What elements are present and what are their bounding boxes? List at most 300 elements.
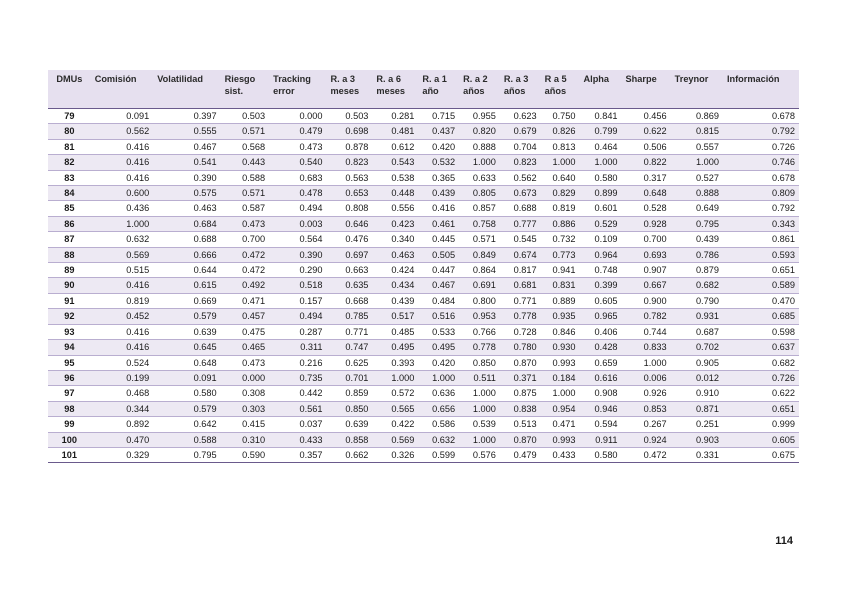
value-cell: 0.875 <box>500 386 541 401</box>
value-cell: 0.529 <box>580 216 622 231</box>
value-cell: 0.416 <box>91 324 154 339</box>
value-cell: 0.539 <box>459 417 500 432</box>
value-cell: 0.580 <box>153 386 220 401</box>
table-row <box>48 340 799 355</box>
value-cell: 0.528 <box>622 201 671 216</box>
value-cell: 0.416 <box>418 201 459 216</box>
value-cell: 0.954 <box>541 401 580 416</box>
value-cell: 0.799 <box>580 124 622 139</box>
value-cell: 0.744 <box>622 324 671 339</box>
value-cell: 0.697 <box>327 247 373 262</box>
value-cell: 0.993 <box>541 355 580 370</box>
value-cell: 0.820 <box>459 124 500 139</box>
value-cell: 0.625 <box>327 355 373 370</box>
value-cell: 0.683 <box>269 170 326 185</box>
value-cell: 0.575 <box>153 186 220 201</box>
value-cell: 0.817 <box>500 263 541 278</box>
column-header-line2: meses <box>376 86 406 96</box>
value-cell: 1.000 <box>459 401 500 416</box>
value-cell: 0.571 <box>221 186 269 201</box>
value-cell: 0.853 <box>622 401 671 416</box>
value-cell: 0.287 <box>269 324 326 339</box>
value-cell: 0.540 <box>269 155 326 170</box>
value-cell: 0.955 <box>459 109 500 124</box>
value-cell: 0.746 <box>723 155 799 170</box>
value-cell: 0.792 <box>723 201 799 216</box>
value-cell: 0.478 <box>269 186 326 201</box>
value-cell: 0.886 <box>541 216 580 231</box>
value-cell: 0.598 <box>723 324 799 339</box>
value-cell: 0.870 <box>500 355 541 370</box>
value-cell: 0.428 <box>580 340 622 355</box>
dmu-cell: 92 <box>48 309 91 324</box>
value-cell: 0.831 <box>541 278 580 293</box>
column-header-line2: sist. <box>224 86 244 96</box>
column-header-line1: DMUs <box>56 74 83 84</box>
value-cell: 0.580 <box>580 170 622 185</box>
value-cell: 0.467 <box>153 139 220 154</box>
value-cell: 0.434 <box>372 278 418 293</box>
value-cell: 0.588 <box>221 170 269 185</box>
value-cell: 0.586 <box>418 417 459 432</box>
column-header <box>221 70 269 109</box>
value-cell: 0.637 <box>723 340 799 355</box>
value-cell: 0.622 <box>622 124 671 139</box>
value-cell: 0.439 <box>671 232 723 247</box>
column-header <box>269 70 326 109</box>
value-cell: 0.758 <box>459 216 500 231</box>
value-cell: 0.648 <box>622 186 671 201</box>
value-cell: 0.649 <box>671 201 723 216</box>
value-cell: 0.864 <box>459 263 500 278</box>
value-cell: 0.464 <box>580 139 622 154</box>
value-cell: 0.472 <box>622 447 671 462</box>
value-cell: 1.000 <box>372 370 418 385</box>
dmu-cell: 80 <box>48 124 91 139</box>
value-cell: 0.645 <box>153 340 220 355</box>
value-cell: 0.999 <box>723 417 799 432</box>
value-cell: 0.800 <box>459 293 500 308</box>
column-header-line1: R. a 3 <box>330 74 356 84</box>
value-cell: 0.587 <box>221 201 269 216</box>
value-cell: 0.601 <box>580 201 622 216</box>
column-header <box>153 70 220 109</box>
table-row <box>48 263 799 278</box>
value-cell: 0.199 <box>91 370 154 385</box>
value-cell: 0.495 <box>418 340 459 355</box>
value-cell: 0.778 <box>459 340 500 355</box>
value-cell: 0.642 <box>153 417 220 432</box>
dmu-cell: 90 <box>48 278 91 293</box>
value-cell: 0.481 <box>372 124 418 139</box>
column-header <box>723 70 799 109</box>
value-cell: 0.907 <box>622 263 671 278</box>
column-header-line2: años <box>503 86 526 96</box>
value-cell: 0.688 <box>500 201 541 216</box>
table-row <box>48 447 799 462</box>
table-row <box>48 186 799 201</box>
value-cell: 0.688 <box>153 232 220 247</box>
value-cell: 0.580 <box>580 447 622 462</box>
dmu-cell: 84 <box>48 186 91 201</box>
value-cell: 0.701 <box>327 370 373 385</box>
column-header-line1: Información <box>726 74 780 84</box>
table-row <box>48 355 799 370</box>
column-header-line1: Alpha <box>583 74 610 84</box>
value-cell: 0.472 <box>221 247 269 262</box>
value-cell: 1.000 <box>459 432 500 447</box>
column-header-line1: R. a 6 <box>376 74 401 84</box>
dmu-cell: 96 <box>48 370 91 385</box>
column-header <box>91 70 154 109</box>
value-cell: 0.424 <box>372 263 418 278</box>
value-cell: 0.911 <box>580 432 622 447</box>
value-cell: 0.946 <box>580 401 622 416</box>
value-cell: 0.390 <box>269 247 326 262</box>
value-cell: 0.565 <box>372 401 418 416</box>
value-cell: 0.632 <box>418 432 459 447</box>
value-cell: 0.216 <box>269 355 326 370</box>
value-cell: 0.684 <box>153 216 220 231</box>
value-cell: 0.700 <box>221 232 269 247</box>
value-cell: 0.479 <box>500 447 541 462</box>
value-cell: 0.340 <box>372 232 418 247</box>
value-cell: 0.859 <box>327 386 373 401</box>
value-cell: 0.251 <box>671 417 723 432</box>
table-row <box>48 232 799 247</box>
value-cell: 0.869 <box>671 109 723 124</box>
value-cell: 0.600 <box>91 186 154 201</box>
value-cell: 0.416 <box>91 170 154 185</box>
value-cell: 0.343 <box>723 216 799 231</box>
value-cell: 0.494 <box>269 309 326 324</box>
value-cell: 0.471 <box>541 417 580 432</box>
value-cell: 0.524 <box>91 355 154 370</box>
value-cell: 0.463 <box>153 201 220 216</box>
value-cell: 0.669 <box>153 293 220 308</box>
value-cell: 0.494 <box>269 201 326 216</box>
value-cell: 0.562 <box>91 124 154 139</box>
value-cell: 0.926 <box>622 386 671 401</box>
value-cell: 0.571 <box>459 232 500 247</box>
value-cell: 0.698 <box>327 124 373 139</box>
value-cell: 0.685 <box>723 309 799 324</box>
value-cell: 0.532 <box>418 155 459 170</box>
value-cell: 0.416 <box>91 278 154 293</box>
value-cell: 0.640 <box>541 170 580 185</box>
value-cell: 0.715 <box>418 109 459 124</box>
value-cell: 0.505 <box>418 247 459 262</box>
value-cell: 0.965 <box>580 309 622 324</box>
value-cell: 0.666 <box>153 247 220 262</box>
value-cell: 1.000 <box>91 216 154 231</box>
value-cell: 0.612 <box>372 139 418 154</box>
value-cell: 0.861 <box>723 232 799 247</box>
column-header-line2: años <box>544 86 567 96</box>
value-cell: 0.771 <box>500 293 541 308</box>
table-row <box>48 293 799 308</box>
value-cell: 0.357 <box>269 447 326 462</box>
value-cell: 0.833 <box>622 340 671 355</box>
value-cell: 0.495 <box>372 340 418 355</box>
value-cell: 0.826 <box>541 124 580 139</box>
value-cell: 1.000 <box>418 370 459 385</box>
value-cell: 0.572 <box>372 386 418 401</box>
value-cell: 0.516 <box>418 309 459 324</box>
column-header <box>48 70 91 109</box>
table-header <box>48 70 799 109</box>
value-cell: 0.687 <box>671 324 723 339</box>
value-cell: 0.555 <box>153 124 220 139</box>
value-cell: 0.433 <box>269 432 326 447</box>
value-cell: 1.000 <box>622 355 671 370</box>
value-cell: 0.678 <box>723 170 799 185</box>
column-header-line1: Comisión <box>94 74 137 84</box>
column-header <box>327 70 373 109</box>
value-cell: 0.037 <box>269 417 326 432</box>
value-cell: 0.308 <box>221 386 269 401</box>
dmu-cell: 101 <box>48 447 91 462</box>
value-cell: 0.750 <box>541 109 580 124</box>
value-cell: 0.006 <box>622 370 671 385</box>
table-row <box>48 417 799 432</box>
value-cell: 0.651 <box>723 263 799 278</box>
value-cell: 0.463 <box>372 247 418 262</box>
value-cell: 0.556 <box>372 201 418 216</box>
value-cell: 0.964 <box>580 247 622 262</box>
value-cell: 0.416 <box>91 155 154 170</box>
value-cell: 0.674 <box>500 247 541 262</box>
value-cell: 0.931 <box>671 309 723 324</box>
value-cell: 0.439 <box>418 186 459 201</box>
value-cell: 0.157 <box>269 293 326 308</box>
value-cell: 0.564 <box>269 232 326 247</box>
value-cell: 0.290 <box>269 263 326 278</box>
table-row <box>48 309 799 324</box>
value-cell: 0.888 <box>671 186 723 201</box>
value-cell: 0.436 <box>91 201 154 216</box>
value-cell: 0.511 <box>459 370 500 385</box>
value-cell: 0.782 <box>622 309 671 324</box>
table-row <box>48 216 799 231</box>
value-cell: 0.822 <box>622 155 671 170</box>
value-cell: 0.899 <box>580 186 622 201</box>
value-cell: 0.935 <box>541 309 580 324</box>
column-header <box>671 70 723 109</box>
value-cell: 0.303 <box>221 401 269 416</box>
value-cell: 0.735 <box>269 370 326 385</box>
value-cell: 0.773 <box>541 247 580 262</box>
value-cell: 0.667 <box>622 278 671 293</box>
value-cell: 0.416 <box>91 340 154 355</box>
value-cell: 0.656 <box>418 401 459 416</box>
value-cell: 0.857 <box>459 201 500 216</box>
value-cell: 0.808 <box>327 201 373 216</box>
value-cell: 0.910 <box>671 386 723 401</box>
value-cell: 0.579 <box>153 401 220 416</box>
value-cell: 0.878 <box>327 139 373 154</box>
value-cell: 0.513 <box>500 417 541 432</box>
value-cell: 0.003 <box>269 216 326 231</box>
dmu-cell: 87 <box>48 232 91 247</box>
value-cell: 0.663 <box>327 263 373 278</box>
value-cell: 0.420 <box>418 139 459 154</box>
value-cell: 0.091 <box>91 109 154 124</box>
dmu-cell: 89 <box>48 263 91 278</box>
value-cell: 0.485 <box>372 324 418 339</box>
value-cell: 0.473 <box>221 355 269 370</box>
value-cell: 0.930 <box>541 340 580 355</box>
value-cell: 0.399 <box>580 278 622 293</box>
value-cell: 0.889 <box>541 293 580 308</box>
value-cell: 0.662 <box>327 447 373 462</box>
value-cell: 0.329 <box>91 447 154 462</box>
value-cell: 0.437 <box>418 124 459 139</box>
value-cell: 0.605 <box>580 293 622 308</box>
value-cell: 0.563 <box>327 170 373 185</box>
table-body <box>48 109 799 463</box>
value-cell: 0.790 <box>671 293 723 308</box>
value-cell: 0.785 <box>327 309 373 324</box>
value-cell: 0.928 <box>622 216 671 231</box>
value-cell: 0.679 <box>500 124 541 139</box>
value-cell: 0.622 <box>723 386 799 401</box>
value-cell: 0.517 <box>372 309 418 324</box>
value-cell: 0.503 <box>221 109 269 124</box>
column-header-line1: Sharpe <box>625 74 657 84</box>
value-cell: 0.579 <box>153 309 220 324</box>
efficiency-table <box>48 70 799 463</box>
value-cell: 0.903 <box>671 432 723 447</box>
value-cell: 0.281 <box>372 109 418 124</box>
dmu-cell: 91 <box>48 293 91 308</box>
table-row <box>48 247 799 262</box>
value-cell: 0.681 <box>500 278 541 293</box>
value-cell: 0.726 <box>723 139 799 154</box>
value-cell: 0.673 <box>500 186 541 201</box>
dmu-cell: 81 <box>48 139 91 154</box>
value-cell: 0.780 <box>500 340 541 355</box>
column-header-line1: Tracking <box>273 74 311 84</box>
value-cell: 0.470 <box>91 432 154 447</box>
value-cell: 0.605 <box>723 432 799 447</box>
value-cell: 0.562 <box>500 170 541 185</box>
table-row <box>48 370 799 385</box>
value-cell: 0.892 <box>91 417 154 432</box>
value-cell: 0.732 <box>541 232 580 247</box>
dmu-cell: 99 <box>48 417 91 432</box>
value-cell: 0.841 <box>580 109 622 124</box>
value-cell: 0.766 <box>459 324 500 339</box>
value-cell: 1.000 <box>459 155 500 170</box>
value-cell: 0.461 <box>418 216 459 231</box>
value-cell: 0.515 <box>91 263 154 278</box>
value-cell: 0.648 <box>153 355 220 370</box>
column-header-line1: Volatilidad <box>157 74 203 84</box>
column-header <box>500 70 541 109</box>
value-cell: 0.702 <box>671 340 723 355</box>
dmu-cell: 79 <box>48 109 91 124</box>
value-cell: 0.484 <box>418 293 459 308</box>
value-cell: 0.594 <box>580 417 622 432</box>
value-cell: 0.267 <box>622 417 671 432</box>
value-cell: 0.445 <box>418 232 459 247</box>
value-cell: 0.908 <box>580 386 622 401</box>
table-row <box>48 278 799 293</box>
value-cell: 0.850 <box>327 401 373 416</box>
value-cell: 0.568 <box>221 139 269 154</box>
value-cell: 0.993 <box>541 432 580 447</box>
column-header-line2: años <box>463 86 485 96</box>
value-cell: 0.543 <box>372 155 418 170</box>
column-header <box>580 70 622 109</box>
value-cell: 0.571 <box>221 124 269 139</box>
value-cell: 0.397 <box>153 109 220 124</box>
table-row <box>48 386 799 401</box>
value-cell: 0.675 <box>723 447 799 462</box>
value-cell: 0.371 <box>500 370 541 385</box>
value-cell: 0.953 <box>459 309 500 324</box>
value-cell: 0.805 <box>459 186 500 201</box>
column-header-line1: Riesgo <box>224 74 256 84</box>
value-cell: 0.632 <box>91 232 154 247</box>
value-cell: 0.457 <box>221 309 269 324</box>
value-cell: 0.924 <box>622 432 671 447</box>
column-header-line1: Treynor <box>674 74 709 84</box>
value-cell: 0.646 <box>327 216 373 231</box>
value-cell: 1.000 <box>459 386 500 401</box>
value-cell: 0.786 <box>671 247 723 262</box>
value-cell: 0.700 <box>622 232 671 247</box>
dmu-cell: 100 <box>48 432 91 447</box>
value-cell: 0.588 <box>153 432 220 447</box>
value-cell: 0.472 <box>221 263 269 278</box>
header-row <box>48 70 799 109</box>
value-cell: 0.492 <box>221 278 269 293</box>
dmu-cell: 98 <box>48 401 91 416</box>
value-cell: 0.000 <box>221 370 269 385</box>
value-cell: 0.545 <box>500 232 541 247</box>
value-cell: 0.433 <box>541 447 580 462</box>
value-cell: 0.465 <box>221 340 269 355</box>
value-cell: 0.533 <box>418 324 459 339</box>
value-cell: 0.561 <box>269 401 326 416</box>
table-row <box>48 124 799 139</box>
dmu-cell: 97 <box>48 386 91 401</box>
value-cell: 0.636 <box>418 386 459 401</box>
value-cell: 0.900 <box>622 293 671 308</box>
value-cell: 0.639 <box>153 324 220 339</box>
table-row <box>48 201 799 216</box>
value-cell: 0.470 <box>723 293 799 308</box>
value-cell: 0.452 <box>91 309 154 324</box>
dmu-cell: 82 <box>48 155 91 170</box>
value-cell: 0.468 <box>91 386 154 401</box>
value-cell: 0.416 <box>91 139 154 154</box>
value-cell: 0.479 <box>269 124 326 139</box>
value-cell: 0.728 <box>500 324 541 339</box>
value-cell: 0.541 <box>153 155 220 170</box>
page-number: 114 <box>775 535 793 547</box>
dmu-cell: 94 <box>48 340 91 355</box>
dmu-cell: 86 <box>48 216 91 231</box>
value-cell: 0.623 <box>500 109 541 124</box>
value-cell: 0.091 <box>153 370 220 385</box>
value-cell: 0.447 <box>418 263 459 278</box>
value-cell: 0.420 <box>418 355 459 370</box>
value-cell: 0.331 <box>671 447 723 462</box>
value-cell: 0.393 <box>372 355 418 370</box>
